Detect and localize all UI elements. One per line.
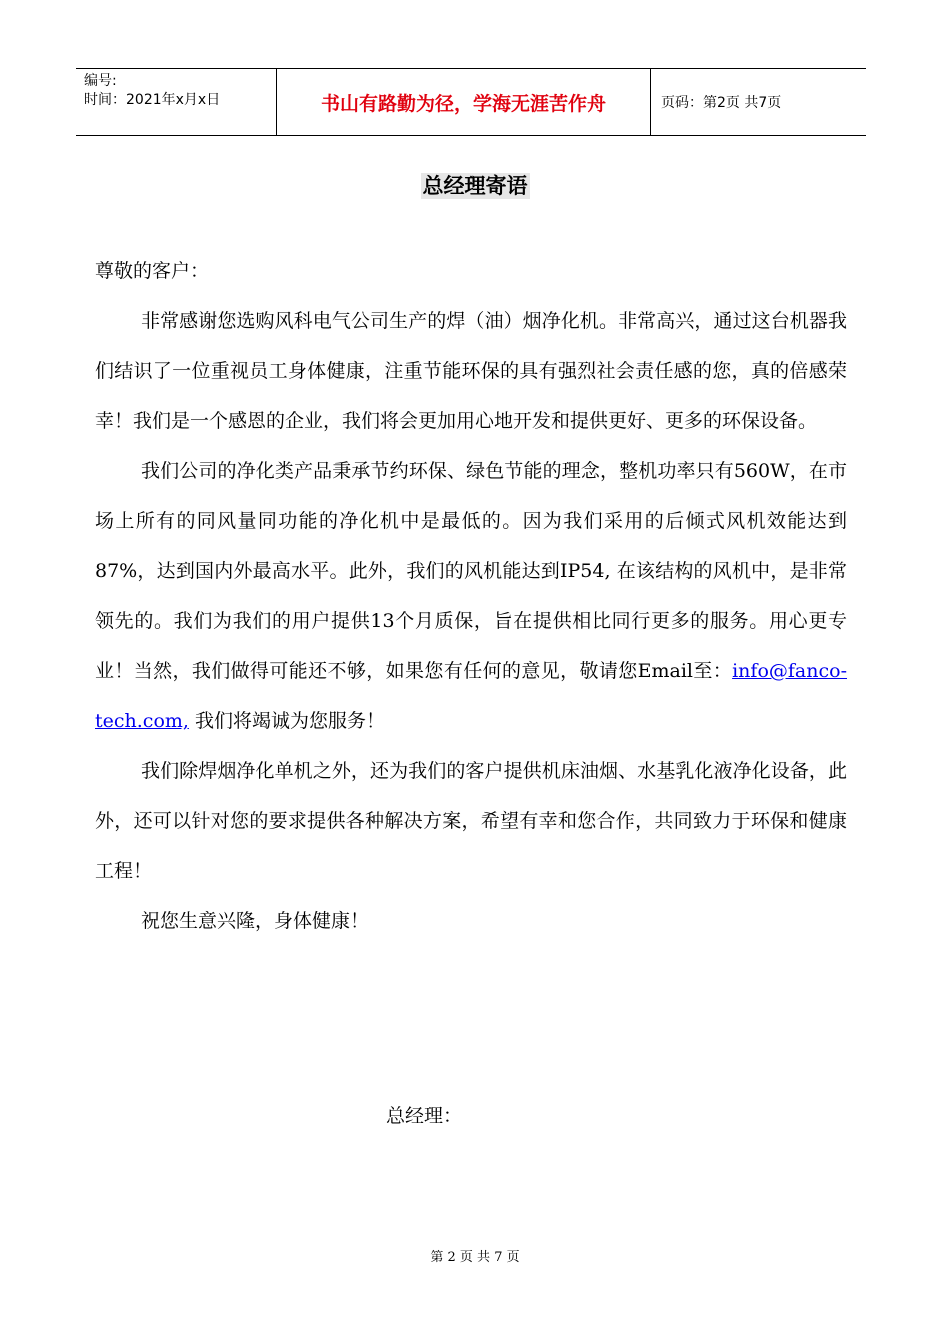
header-page-label: 页码：第2页 共7页 (661, 95, 782, 111)
paragraph-3: 我们除焊烟净化单机之外，还为我们的客户提供机床油烟、水基乳化液净化设备，此外，还可以针对您的要求提供各种解决方案，希望有幸和您合作，共同致力于环保和健康工程！ (95, 760, 847, 882)
header-motto: 书山有路勤为径，学海无涯苦作舟 (277, 69, 651, 135)
header-meta (76, 69, 277, 135)
paragraph-2-text: 我们公司的净化类产品秉承节约环保、绿色节能的理念，整机功率只有560W，在市场上所有的同风量同功能的净化机中是最低的。因为我们采用的后倾式风机效能达到87%，达到国内外最高水平。此外，我们的风机能达到IP54, 在该结构的风机中，是非常领先的。我们为我们的用户提供13个月质保，旨在提供相比同行更多的服务。用心更专业！当然，我们做得可能还不够，如果您有任何的意见，敬请您Email至： (95, 460, 847, 682)
paragraph-2 (95, 446, 847, 746)
document-title-wrap (0, 170, 950, 200)
email-link[interactable]: info@fanco-tech.com, (95, 660, 847, 732)
letter-body (95, 246, 847, 946)
page-header (76, 68, 866, 136)
paragraph-4: 祝您生意兴隆，身体健康！ (141, 910, 370, 932)
number-label: 编号: (84, 73, 117, 89)
salutation: 尊敬的客户： (95, 260, 210, 282)
page-footer: 第 2 页 共 7 页 (430, 1250, 520, 1265)
paragraph-2-ending: 我们将竭诚为您服务！ (188, 710, 385, 732)
signoff: 总经理： (386, 1105, 463, 1127)
document-title: 总经理寄语 (422, 174, 528, 198)
paragraph-1: 非常感谢您选购风科电气公司生产的焊（油）烟净化机。非常高兴，通过这台机器我们结识了一位重视员工身体健康，注重节能环保的具有强烈社会责任感的您，真的倍感荣幸！我们是一个感恩的企业，我们将会更加用心地开发和提供更好、更多的环保设备。 (95, 310, 847, 432)
date-label: 时间：2021年x月x日 (84, 92, 221, 108)
